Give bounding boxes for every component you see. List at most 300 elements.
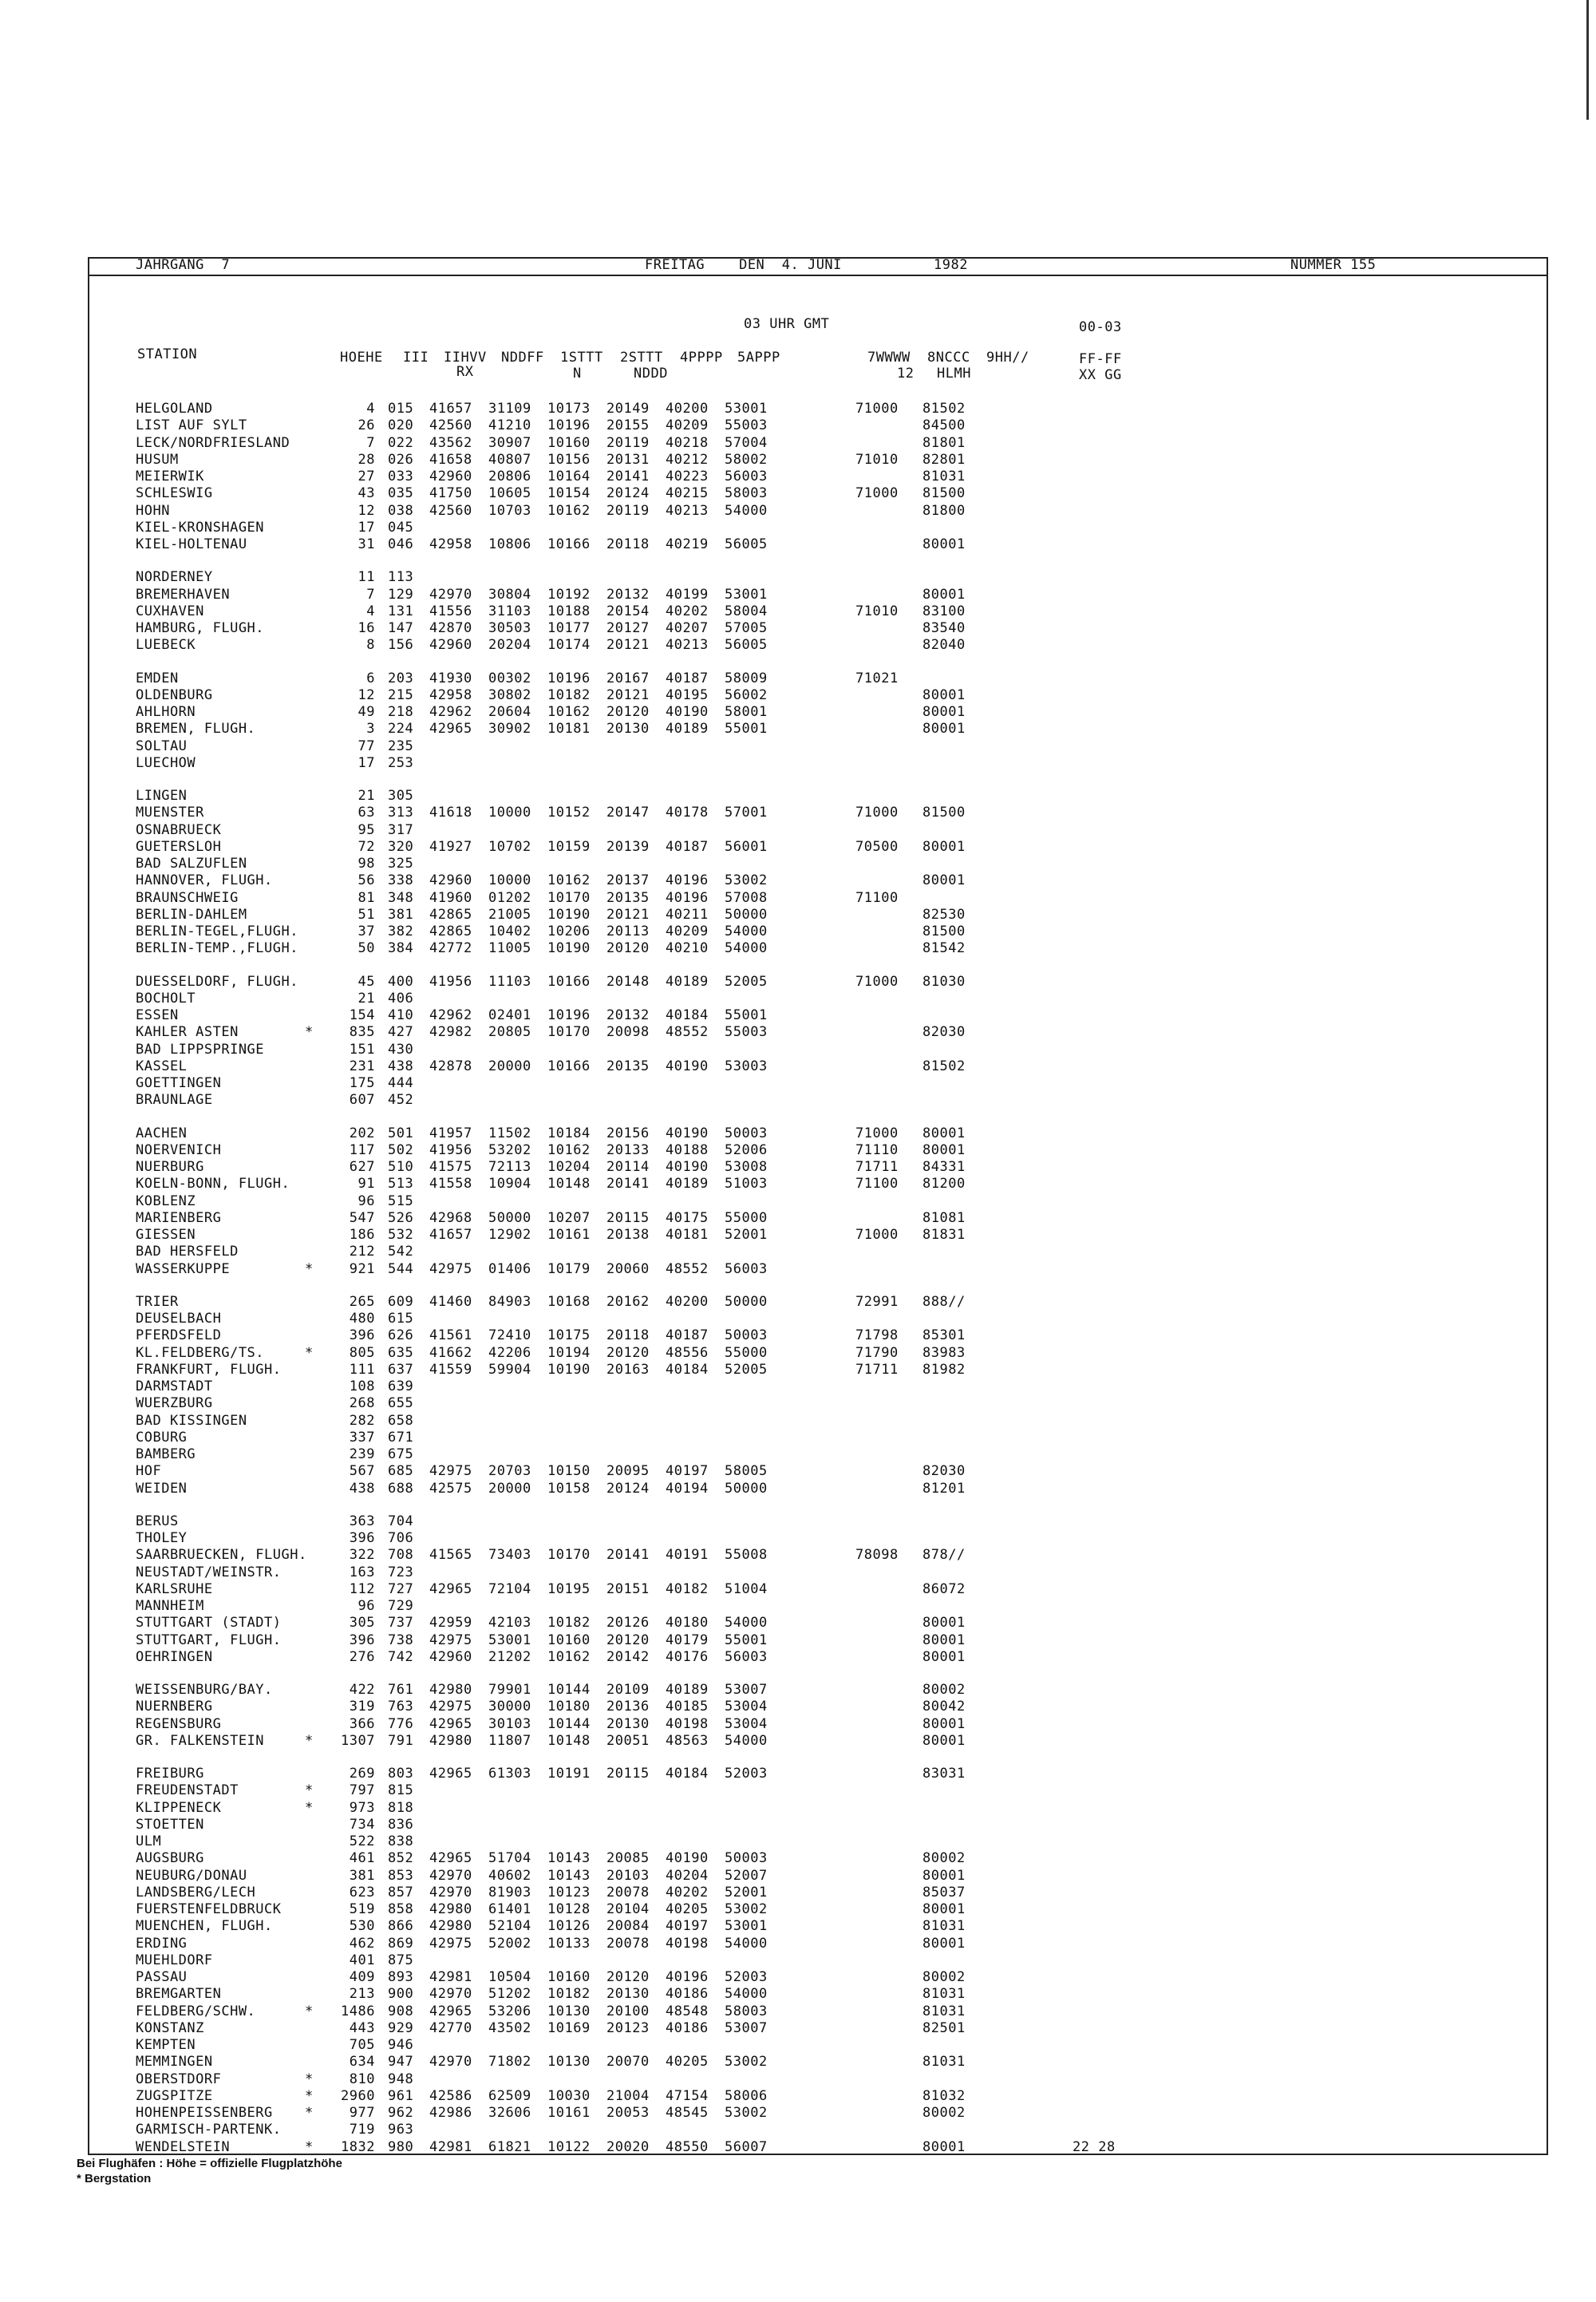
group-8nccc: 81500: [922, 924, 966, 939]
group-iihvv: 42980: [429, 1682, 472, 1698]
station-name: MARIENBERG: [136, 1209, 222, 1226]
group-5appp: 53001: [725, 586, 768, 603]
group-iihvv: 42560: [429, 502, 472, 519]
group-iihvv: 41618: [429, 805, 472, 821]
elevation: 438: [349, 1480, 375, 1497]
group-4pppp: 40189: [666, 721, 709, 738]
group-7wwww: 71711: [855, 1361, 899, 1378]
group-iihvv: 41750: [429, 485, 472, 502]
mountain-mark: *: [305, 2003, 314, 2019]
station-index: 961: [388, 2087, 414, 2104]
group-1sttt: 10175: [547, 1327, 591, 1344]
station-index: 033: [388, 469, 414, 485]
group-4pppp: 40202: [666, 603, 709, 619]
elevation: 175: [349, 1075, 375, 1091]
group-iihvv: 42770: [429, 2019, 472, 2036]
group-iihvv: 42970: [429, 1986, 472, 2003]
group-8nccc: 80001: [922, 1732, 966, 1749]
group-8nccc: 86072: [922, 1580, 966, 1597]
station-index: 038: [388, 502, 414, 519]
elevation: 797: [349, 1782, 375, 1799]
group-iihvv: 41927: [429, 838, 472, 855]
elevation: 21: [358, 788, 375, 804]
station-name: COBURG: [136, 1429, 188, 1446]
station-name: DEUSELBACH: [136, 1311, 222, 1327]
group-8nccc: 80001: [922, 872, 966, 889]
group-8nccc: 80001: [922, 704, 966, 720]
group-nddff: 30000: [488, 1699, 531, 1715]
group-2sttt: 20120: [606, 940, 650, 957]
elevation: 51: [358, 906, 375, 923]
group-4pppp: 40209: [666, 417, 709, 434]
group-2sttt: 20141: [606, 1547, 650, 1564]
col-iii: III: [403, 350, 429, 366]
group-nddff: 62509: [488, 2087, 531, 2104]
group-nddff: 30907: [488, 434, 531, 451]
group-4pppp: 40191: [666, 1547, 709, 1564]
group-5appp: 55001: [725, 721, 768, 738]
group-5appp: 56003: [725, 1260, 768, 1277]
group-8nccc: 81031: [922, 2054, 966, 2071]
station-index: 893: [388, 1969, 414, 1985]
group-nddff: 00302: [488, 670, 531, 686]
elevation: 705: [349, 2037, 375, 2053]
group-iihvv: 42968: [429, 1209, 472, 1226]
station-name: PFERDSFELD: [136, 1327, 222, 1344]
col-hoehe: HOEHE: [340, 350, 383, 366]
group-nddff: 21202: [488, 1648, 531, 1665]
station-index: 857: [388, 1884, 414, 1901]
group-iihvv: 42878: [429, 1058, 472, 1074]
header-rule: [89, 275, 1547, 276]
station-name: NUERBURG: [136, 1159, 204, 1175]
station-index: 853: [388, 1867, 414, 1884]
station-name: OLDENBURG: [136, 686, 213, 703]
group-iihvv: 42865: [429, 924, 472, 939]
group-2sttt: 20126: [606, 1615, 650, 1632]
group-8nccc: 80001: [922, 1125, 966, 1141]
elevation: 319: [349, 1699, 375, 1715]
elevation: 269: [349, 1766, 375, 1782]
group-4pppp: 40199: [666, 586, 709, 603]
group-5appp: 56007: [725, 2138, 768, 2155]
observation-time: 03 UHR GMT: [744, 316, 830, 332]
group-2sttt: 20104: [606, 1901, 650, 1917]
group-nddff: 43502: [488, 2019, 531, 2036]
group-8nccc: 81502: [922, 1058, 966, 1074]
group-4pppp: 40200: [666, 1293, 709, 1310]
group-4pppp: 40184: [666, 1361, 709, 1378]
station-index: 317: [388, 821, 414, 838]
elevation: 77: [358, 738, 375, 754]
mountain-mark: *: [305, 1260, 314, 1277]
group-2sttt: 20070: [606, 2054, 650, 2071]
group-5appp: 52006: [725, 1141, 768, 1158]
station-index: 427: [388, 1024, 414, 1041]
elevation: 627: [349, 1159, 375, 1175]
elevation: 623: [349, 1884, 375, 1901]
group-8nccc: 888//: [922, 1293, 966, 1310]
elevation: 12: [358, 686, 375, 703]
group-2sttt: 20127: [606, 620, 650, 636]
group-nddff: 32606: [488, 2105, 531, 2121]
station-index: 305: [388, 788, 414, 804]
station-index: 410: [388, 1007, 414, 1023]
station-name: KIEL-KRONSHAGEN: [136, 519, 265, 536]
station-name: AACHEN: [136, 1125, 188, 1141]
group-7wwww: 71100: [855, 1176, 899, 1193]
elevation: 7: [366, 434, 375, 451]
group-5appp: 56002: [725, 686, 768, 703]
station-index: 615: [388, 1311, 414, 1327]
station-name: FREIBURG: [136, 1766, 204, 1782]
group-iihvv: 41956: [429, 1141, 472, 1158]
group-2sttt: 20130: [606, 721, 650, 738]
elevation: 522: [349, 1833, 375, 1849]
station-index: 020: [388, 417, 414, 434]
group-iihvv: 42975: [429, 1463, 472, 1480]
station-index: 544: [388, 1260, 414, 1277]
group-nddff: 59904: [488, 1361, 531, 1378]
group-iihvv: 41960: [429, 889, 472, 906]
col-12: 12: [897, 366, 915, 382]
group-iihvv: 42980: [429, 1918, 472, 1935]
group-1sttt: 10206: [547, 924, 591, 939]
group-8nccc: 83031: [922, 1766, 966, 1782]
group-5appp: 53008: [725, 1159, 768, 1175]
station-name: BREMEN, FLUGH.: [136, 721, 256, 738]
group-nddff: 20805: [488, 1024, 531, 1041]
group-nddff: 20000: [488, 1058, 531, 1074]
group-1sttt: 10166: [547, 536, 591, 552]
group-nddff: 10605: [488, 485, 531, 502]
group-8nccc: 80001: [922, 838, 966, 855]
station-name: BERUS: [136, 1513, 179, 1529]
elevation: 202: [349, 1125, 375, 1141]
group-5appp: 53002: [725, 2054, 768, 2071]
group-iihvv: 42962: [429, 704, 472, 720]
group-5appp: 56003: [725, 469, 768, 485]
group-nddff: 10402: [488, 924, 531, 939]
elevation: 43: [358, 485, 375, 502]
group-2sttt: 20078: [606, 1884, 650, 1901]
group-1sttt: 10148: [547, 1176, 591, 1193]
group-5appp: 52005: [725, 973, 768, 990]
group-4pppp: 40175: [666, 1209, 709, 1226]
station-name: GARMISCH-PARTENK.: [136, 2122, 282, 2138]
footnote-airports: Bei Flughäfen : Höhe = offizielle Flugplatzhöhe: [77, 2157, 342, 2170]
group-7wwww: 71100: [855, 889, 899, 906]
elevation: 26: [358, 417, 375, 434]
elevation: 401: [349, 1952, 375, 1968]
station-name: BRAUNLAGE: [136, 1092, 213, 1109]
elevation: 81: [358, 889, 375, 906]
group-8nccc: 80001: [922, 1715, 966, 1732]
group-iihvv: 42965: [429, 2003, 472, 2019]
group-8nccc: 84331: [922, 1159, 966, 1175]
group-1sttt: 10162: [547, 872, 591, 889]
group-nddff: 11103: [488, 973, 531, 990]
group-7wwww: 71000: [855, 805, 899, 821]
station-name: LIST AUF SYLT: [136, 417, 247, 434]
group-1sttt: 10170: [547, 1547, 591, 1564]
elevation: 72: [358, 838, 375, 855]
station-index: 738: [388, 1632, 414, 1648]
station-index: 963: [388, 2122, 414, 2138]
station-index: 929: [388, 2019, 414, 2036]
group-1sttt: 10128: [547, 1901, 591, 1917]
station-name: TRIER: [136, 1293, 179, 1310]
station-name: BREMERHAVEN: [136, 586, 231, 603]
elevation: 3: [366, 721, 375, 738]
group-iihvv: 42980: [429, 1732, 472, 1749]
elevation: 422: [349, 1682, 375, 1698]
col-2sttt: 2STTT: [620, 350, 663, 366]
group-2sttt: 20136: [606, 1699, 650, 1715]
group-iihvv: 41957: [429, 1125, 472, 1141]
station-name: LANDSBERG/LECH: [136, 1884, 256, 1901]
station-index: 866: [388, 1918, 414, 1935]
col-hlmh: HLMH: [937, 366, 971, 382]
elevation: 96: [358, 1193, 375, 1209]
group-4pppp: 40190: [666, 704, 709, 720]
group-4pppp: 40186: [666, 2019, 709, 2036]
group-4pppp: 40189: [666, 1682, 709, 1698]
station-index: 946: [388, 2037, 414, 2053]
elevation: 805: [349, 1344, 375, 1361]
group-4pppp: 40179: [666, 1632, 709, 1648]
group-nddff: 72410: [488, 1327, 531, 1344]
group-7wwww: 71000: [855, 485, 899, 502]
elevation: 31: [358, 536, 375, 552]
elevation: 17: [358, 519, 375, 536]
station-name: NOERVENICH: [136, 1141, 222, 1158]
station-index: 542: [388, 1244, 414, 1260]
station-index: 609: [388, 1293, 414, 1310]
group-2sttt: 20123: [606, 2019, 650, 2036]
group-2sttt: 20120: [606, 1344, 650, 1361]
group-8nccc: 80001: [922, 721, 966, 738]
group-1sttt: 10122: [547, 2138, 591, 2155]
group-4pppp: 40205: [666, 2054, 709, 2071]
station-index: 320: [388, 838, 414, 855]
elevation: 337: [349, 1429, 375, 1446]
station-index: 452: [388, 1092, 414, 1109]
col-rx: RX: [456, 364, 474, 380]
group-1sttt: 10207: [547, 1209, 591, 1226]
station-name: NUERNBERG: [136, 1699, 213, 1715]
elevation: 381: [349, 1867, 375, 1884]
group-8nccc: 80001: [922, 2138, 966, 2155]
group-8nccc: 81500: [922, 485, 966, 502]
group-2sttt: 20162: [606, 1293, 650, 1310]
station-name: BRAUNSCHWEIG: [136, 889, 239, 906]
elevation: 734: [349, 1816, 375, 1833]
group-nddff: 61821: [488, 2138, 531, 2155]
station-name: LINGEN: [136, 788, 188, 804]
group-5appp: 53002: [725, 2105, 768, 2121]
group-iihvv: 42975: [429, 1632, 472, 1648]
group-8nccc: 83100: [922, 603, 966, 619]
elevation: 213: [349, 1986, 375, 2003]
group-nddff: 79901: [488, 1682, 531, 1698]
group-4pppp: 40181: [666, 1227, 709, 1243]
group-iihvv: 42586: [429, 2087, 472, 2104]
group-iihvv: 41657: [429, 1227, 472, 1243]
group-iihvv: 41662: [429, 1344, 472, 1361]
group-nddff: 72104: [488, 1580, 531, 1597]
station-index: 513: [388, 1176, 414, 1193]
group-5appp: 53004: [725, 1715, 768, 1732]
station-index: 685: [388, 1463, 414, 1480]
elevation: 282: [349, 1412, 375, 1429]
date-label: FREITAG DEN 4. JUNI: [645, 257, 842, 273]
col-station: STATION: [137, 346, 198, 362]
station-name: FELDBERG/SCHW.: [136, 2003, 256, 2019]
station-name: KIEL-HOLTENAU: [136, 536, 247, 552]
group-2sttt: 20137: [606, 872, 650, 889]
group-4pppp: 40213: [666, 637, 709, 654]
group-2sttt: 20141: [606, 469, 650, 485]
group-1sttt: 10160: [547, 1969, 591, 1985]
station-name: OSNABRUECK: [136, 821, 222, 838]
station-index: 384: [388, 940, 414, 957]
group-2sttt: 20155: [606, 417, 650, 434]
group-8nccc: 80042: [922, 1699, 966, 1715]
group-nddff: 53202: [488, 1141, 531, 1158]
elevation: 977: [349, 2105, 375, 2121]
group-4pppp: 40196: [666, 889, 709, 906]
elevation: 112: [349, 1580, 375, 1597]
group-1sttt: 10184: [547, 1125, 591, 1141]
elevation: 396: [349, 1327, 375, 1344]
group-iihvv: 42870: [429, 620, 472, 636]
group-1sttt: 10190: [547, 1361, 591, 1378]
group-5appp: 53007: [725, 2019, 768, 2036]
group-nddff: 20604: [488, 704, 531, 720]
group-iihvv: 41561: [429, 1327, 472, 1344]
group-1sttt: 10143: [547, 1850, 591, 1867]
mountain-mark: *: [305, 1024, 314, 1041]
group-2sttt: 20109: [606, 1682, 650, 1698]
elevation: 111: [349, 1361, 375, 1378]
station-index: 655: [388, 1395, 414, 1412]
group-8nccc: 80002: [922, 1969, 966, 1985]
group-iihvv: 41556: [429, 603, 472, 619]
group-8nccc: 82030: [922, 1463, 966, 1480]
group-nddff: 11005: [488, 940, 531, 957]
group-5appp: 56005: [725, 637, 768, 654]
group-nddff: 10806: [488, 536, 531, 552]
group-5appp: 52001: [725, 1227, 768, 1243]
group-5appp: 58004: [725, 603, 768, 619]
group-8nccc: 80001: [922, 1615, 966, 1632]
group-8nccc: 80001: [922, 686, 966, 703]
group-nddff: 41210: [488, 417, 531, 434]
station-name: HOHENPEISSENBERG: [136, 2105, 273, 2121]
group-5appp: 53002: [725, 872, 768, 889]
group-8nccc: 80001: [922, 536, 966, 552]
station-index: 658: [388, 1412, 414, 1429]
group-4pppp: 40196: [666, 1969, 709, 1985]
issue-number: NUMMER 155: [1290, 257, 1377, 273]
group-iihvv: 41565: [429, 1547, 472, 1564]
col-xx-gg: XX GG: [1079, 367, 1122, 383]
group-nddff: 71802: [488, 2054, 531, 2071]
station-index: 131: [388, 603, 414, 619]
group-4pppp: 48545: [666, 2105, 709, 2121]
group-2sttt: 20121: [606, 686, 650, 703]
station-name: KONSTANZ: [136, 2019, 204, 2036]
group-1sttt: 10154: [547, 485, 591, 502]
group-1sttt: 10144: [547, 1682, 591, 1698]
station-name: BOCHOLT: [136, 990, 196, 1007]
station-name: HAMBURG, FLUGH.: [136, 620, 265, 636]
station-name: OBERSTDORF: [136, 2071, 222, 2087]
group-nddff: 20806: [488, 469, 531, 485]
group-nddff: 21005: [488, 906, 531, 923]
elevation: 186: [349, 1227, 375, 1243]
elevation: 151: [349, 1041, 375, 1058]
group-2sttt: 20113: [606, 924, 650, 939]
group-7wwww: 78098: [855, 1547, 899, 1564]
group-iihvv: 41460: [429, 1293, 472, 1310]
group-4pppp: 40213: [666, 502, 709, 519]
group-iihvv: 42960: [429, 872, 472, 889]
mountain-mark: *: [305, 2105, 314, 2121]
elevation: 63: [358, 805, 375, 821]
group-8nccc: 80001: [922, 1935, 966, 1952]
group-5appp: 58002: [725, 451, 768, 468]
group-1sttt: 10152: [547, 805, 591, 821]
station-index: 147: [388, 620, 414, 636]
group-5appp: 55003: [725, 1024, 768, 1041]
group-5appp: 51003: [725, 1176, 768, 1193]
station-index: 980: [388, 2138, 414, 2155]
station-name: BAD HERSFELD: [136, 1244, 239, 1260]
station-index: 218: [388, 704, 414, 720]
station-name: CUXHAVEN: [136, 603, 204, 619]
station-name: HUSUM: [136, 451, 179, 468]
elevation: 409: [349, 1969, 375, 1985]
mountain-mark: *: [305, 1799, 314, 1816]
group-iihvv: 42982: [429, 1024, 472, 1041]
group-nddff: 42103: [488, 1615, 531, 1632]
mountain-mark: *: [305, 1344, 314, 1361]
station-name: WASSERKUPPE: [136, 1260, 231, 1277]
elevation: 366: [349, 1715, 375, 1732]
group-5appp: 50003: [725, 1850, 768, 1867]
group-1sttt: 10156: [547, 451, 591, 468]
group-2sttt: 20085: [606, 1850, 650, 1867]
station-index: 045: [388, 519, 414, 536]
station-name: BAMBERG: [136, 1446, 196, 1462]
group-2sttt: 20156: [606, 1125, 650, 1141]
group-1sttt: 10162: [547, 704, 591, 720]
station-name: ESSEN: [136, 1007, 179, 1023]
station-name: LUEBECK: [136, 637, 196, 654]
group-4pppp: 40204: [666, 1867, 709, 1884]
station-index: 348: [388, 889, 414, 906]
group-8nccc: 81031: [922, 1986, 966, 2003]
group-nddff: 20703: [488, 1463, 531, 1480]
elevation: 1832: [341, 2138, 375, 2155]
group-7wwww: 71000: [855, 1125, 899, 1141]
station-name: KEMPTEN: [136, 2037, 196, 2053]
group-4pppp: 47154: [666, 2087, 709, 2104]
group-8nccc: 80001: [922, 1648, 966, 1665]
group-iihvv: 42960: [429, 637, 472, 654]
